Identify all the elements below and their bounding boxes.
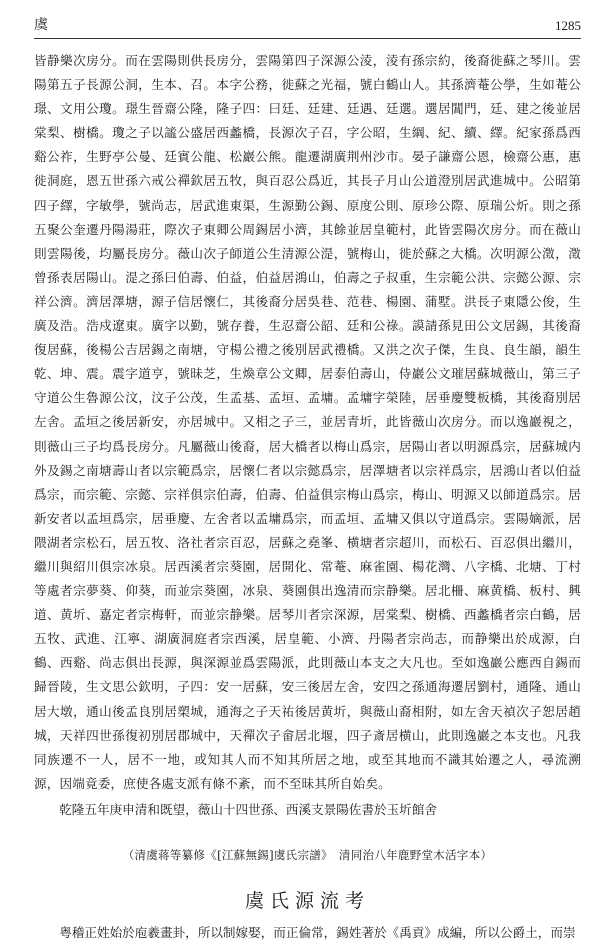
- running-header: [34, 10, 581, 34]
- next-section-first-line: 粤稽正姓始於庖羲畫卦，所以制嫁娶，而正倫常，錫姓著於《禹貢》成編，所以公爵土，而崇: [59, 924, 576, 940]
- body-paragraph: 皆静樂次房分。而在雲陽則供長房分，雲陽第四子深源公淩，淩有孫宗約，後裔徙蘇之琴川。雲陽第五子長源公洞，生本、召。本字公務，徙蘇之光福，號白鶴山人。其孫濟菴公學，生如菴公璟、文用公瓊。璟生晉齋公隆，隆子四：曰廷、廷建、廷遇、廷選。選居閶門，廷、建之後並居棠梨、樹橋。瓊之子以謐公盛居西蠡橋，長源次子召，字公昭，生綱、紀、續、繹。紀家孫爲西谿公祚，生野亭公曼、廷賓公龍、松巖公熊。龍遷湖廣荆州沙市。晏子謙齋公恩，檢齋公惠，惠徙洞庭，恩五世孫六戒公禪欽居五牧，與百忍公爲近，其長子月山公道澄別居武進城中。公昭第四子繹，字敏學，號尚志，居武進東渠，生源勤公錫、原度公則、原珍公際、原瑞公炘。則之孫五聚公奎遷丹陽湯莊，際次子東卿公周錫居小濟，其餘並居皇範村，此皆雲陽次房分。而在薇山則雲陽後，均屬長房分。薇山次子師道公生清源公湜，號梅山，徙於蘇之大橋。次明源公澂，澂曾孫表居陽山。湜之孫曰伯壽、伯益，伯益居鴻山，伯壽之子叔重，生宗範公洪、宗懿公源、宗祥公濟。濟居澤塘，源子信居懷仁，其後裔分居吳巷、范巷、楊園、蒲墅。洪長子東隱公俊，生廣及浩。浩戍遼東。廣字以勤，號存養，生忍齋公韶、廷和公祿。謨請孫見田公文居錫，其後裔復居蘇，後楊公吉居錫之南塘，守楊公禮之後別居武禮橋。又洪之次子傑，生良、良生韻，韻生乾、坤、震。震字道亨，號昧芝，生煥章公文卿，居泰伯壽山，侍巖公文璀居蘇城薇山，第三子守道公生魯源公汶，汶子公茂，生孟基、孟垣、孟墉。孟墉字榮陸，居垂慶雙板橋，其後裔別居左舍。孟垣之後居新安，亦居城中。又相之子三，並居青圻，此皆薇山次房分。而以逸巖視之，則薇山三子均爲長房分。凡屬薇山後裔，居大橋者以梅山爲宗，居陽山者以明源爲宗，居蘇城内外及錫之南塘壽山者以宗範爲宗，居懷仁者以宗懿爲宗，居澤塘者以宗祥爲宗，居鴻山者以伯益爲宗，而宗範、宗懿、宗祥俱宗伯壽，伯壽、伯益俱宗梅山爲宗，梅山、明源又以師道爲宗。居新安者以孟垣爲宗，居垂慶、左舍者以孟墉爲宗，而孟垣、孟墉又俱以守道爲宗。雲陽嫡派，居隈湖者宗松石，居五牧、洛社者宗百忍，居蘇之堯峯、横塘者宗超川，而松石、百忍俱出繼川，繼川與紹川俱宗冰泉。居西溪者宗葵園，居開化、常菴、麻雀園、楊花灣、八字橋、北塘、丁村等處者宗夢葵、仰葵，而並宗葵園，冰泉、葵園俱出逸清而宗静樂。居北柵、麻黄橋、板村、興道、黄圻、嘉定者宗梅軒，而並宗静樂。居琴川者宗深源，居棠梨、樹橋、西蠡橋者宗白鶴，居五牧、武進、江寧、湖廣洞庭者宗西溪，居皇範、小濟、丹陽者宗尚志，而静樂出於成源，白鶴、西谿、尚志俱出長源，與深源並爲雲陽派，此則薇山本支之大凡也。至如逸巖公應西自錫而歸晉陵，生文思公欽明，子四：安一居蘇，安三後居左舍，安四之孫通海遷居劉村，通隆、通山居大墩，通山後孟良別居槊城，通海之子天祐後居黄圻，與薇山裔相附，如左舍天禎次子恕居趙城，天祥四世孫復初別居郡城中，天禪次子畲居北堰，四子斎居横山，此則逸巖之本支也。凡我同族遷不一人，居不一地，或知其人而不知其所居之地，或至其地而不識其始遷之人，尋流溯源，因端竟委，庶使各處支派有條不紊，而不至昧其所自始矣。: [34, 53, 581, 791]
- section-title: 虞氏源流考: [244, 889, 370, 912]
- dateline: 乾隆五年庚申清和既望，薇山十四世孫、西溪支景陽佐書於玉圻館舍: [59, 801, 437, 817]
- running-title: 虞: [34, 17, 49, 33]
- header-rule: [34, 38, 581, 39]
- page-number: 1285: [555, 18, 581, 33]
- source-citation: （清虞蒋等纂修《[江蘇無錫]虞氏宗譜》 清同治八年鹿野堂木活字本）: [122, 847, 493, 862]
- main-text: [34, 49, 581, 796]
